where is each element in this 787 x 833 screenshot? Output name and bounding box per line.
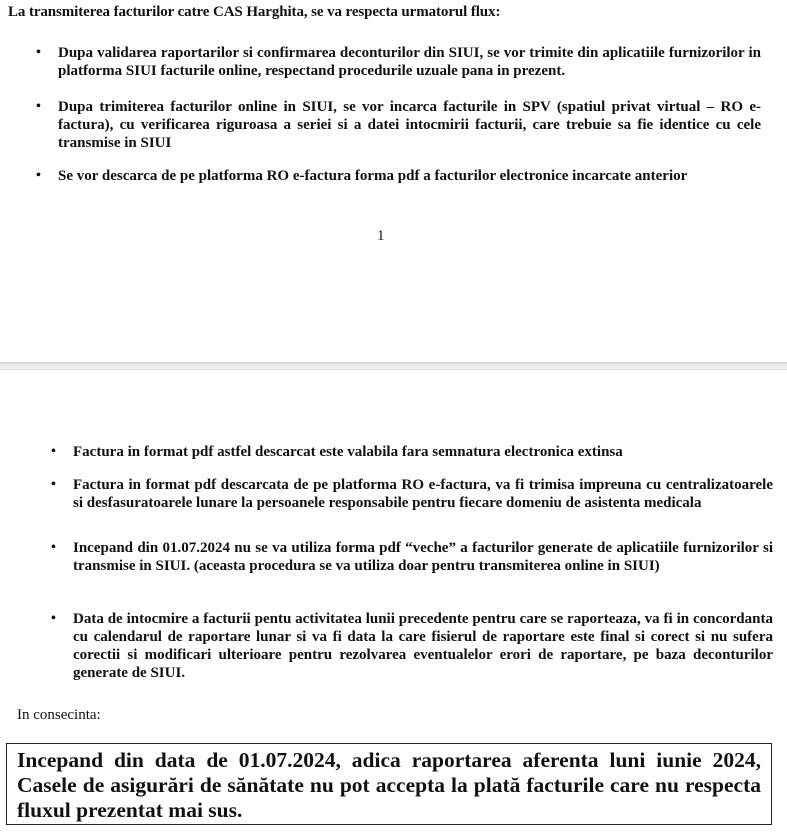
document-page-1 (0, 0, 787, 362)
bullet-icon: • (51, 444, 56, 459)
bullet-icon: • (51, 611, 56, 626)
list-item-text: Dupa trimiterea facturilor online in SIUI, se vor incarca facturile in SPV (spatiul privat virtual – RO e-factura), cu verificarea riguroasa a seriei si a datei intocmirii facturii, care trebuie sa fie identice cu cele transmise in SIUI (58, 99, 761, 151)
list-item-text: Incepand din 01.07.2024 nu se va utiliza forma pdf “veche” a facturilor generate de aplicatiile furnizorilor si transmise in SIUI. (aceasta procedura se va utiliza doar pentru transmiterea online in SIUI) (73, 540, 773, 574)
list-item (36, 44, 761, 80)
document-page-2 (0, 369, 787, 833)
list-item-text: Se vor descarca de pe platforma RO e-factura forma pdf a facturilor electronice incarcate anterior (58, 168, 688, 184)
page-number: 1 (377, 228, 385, 244)
list-item-text: Data de intocmire a facturii pentu activitatea lunii precedente pentru care se raporteaza, va fi in concordanta cu calendarul de raportare lunar si va fi data la care fisierul de raportare este final si corect si nu sufera corectii si modificari ulterioare pentru rezolvarea eventualelor erori de raportare, pe baza deconturilor generate de SIUI. (73, 611, 773, 681)
section-heading: La transmiterea facturilor catre CAS Harghita, se va respecta urmatorul flux: (8, 4, 501, 20)
bullet-icon: • (36, 168, 41, 183)
list-item-text: Factura in format pdf astfel descarcat este valabila fara semnatura electronica extinsa (73, 444, 623, 460)
list-item (36, 98, 761, 152)
list-item (51, 539, 773, 575)
list-item (36, 167, 761, 185)
notice-box: Incepand din data de 01.07.2024, adica raportarea aferenta luni iunie 2024, Casele de asigurări de sănătate nu pot accepta la plată facturile care nu respecta fluxul prezentat mai sus. (6, 743, 772, 825)
bullet-icon: • (51, 540, 56, 555)
list-item (51, 476, 773, 512)
list-item-text: Factura in format pdf descarcata de pe platforma RO e-factura, va fi trimisa impreuna cu centralizatoarele si desfasuratoarele lunare la persoanele responsabile pentru fiecare domeniu de asistenta medicala (73, 477, 773, 511)
consequence-label: In consecinta: (17, 707, 101, 723)
list-item-text: Dupa validarea raportarilor si confirmarea deconturilor din SIUI, se vor trimite din aplicatiile furnizorilor in platforma SIUI facturile online, respectand procedurile uzuale pana in prezent. (58, 45, 761, 79)
list-item (51, 443, 773, 461)
bullet-icon: • (36, 45, 41, 60)
bullet-icon: • (51, 477, 56, 492)
list-item (51, 610, 773, 682)
bullet-icon: • (36, 99, 41, 114)
